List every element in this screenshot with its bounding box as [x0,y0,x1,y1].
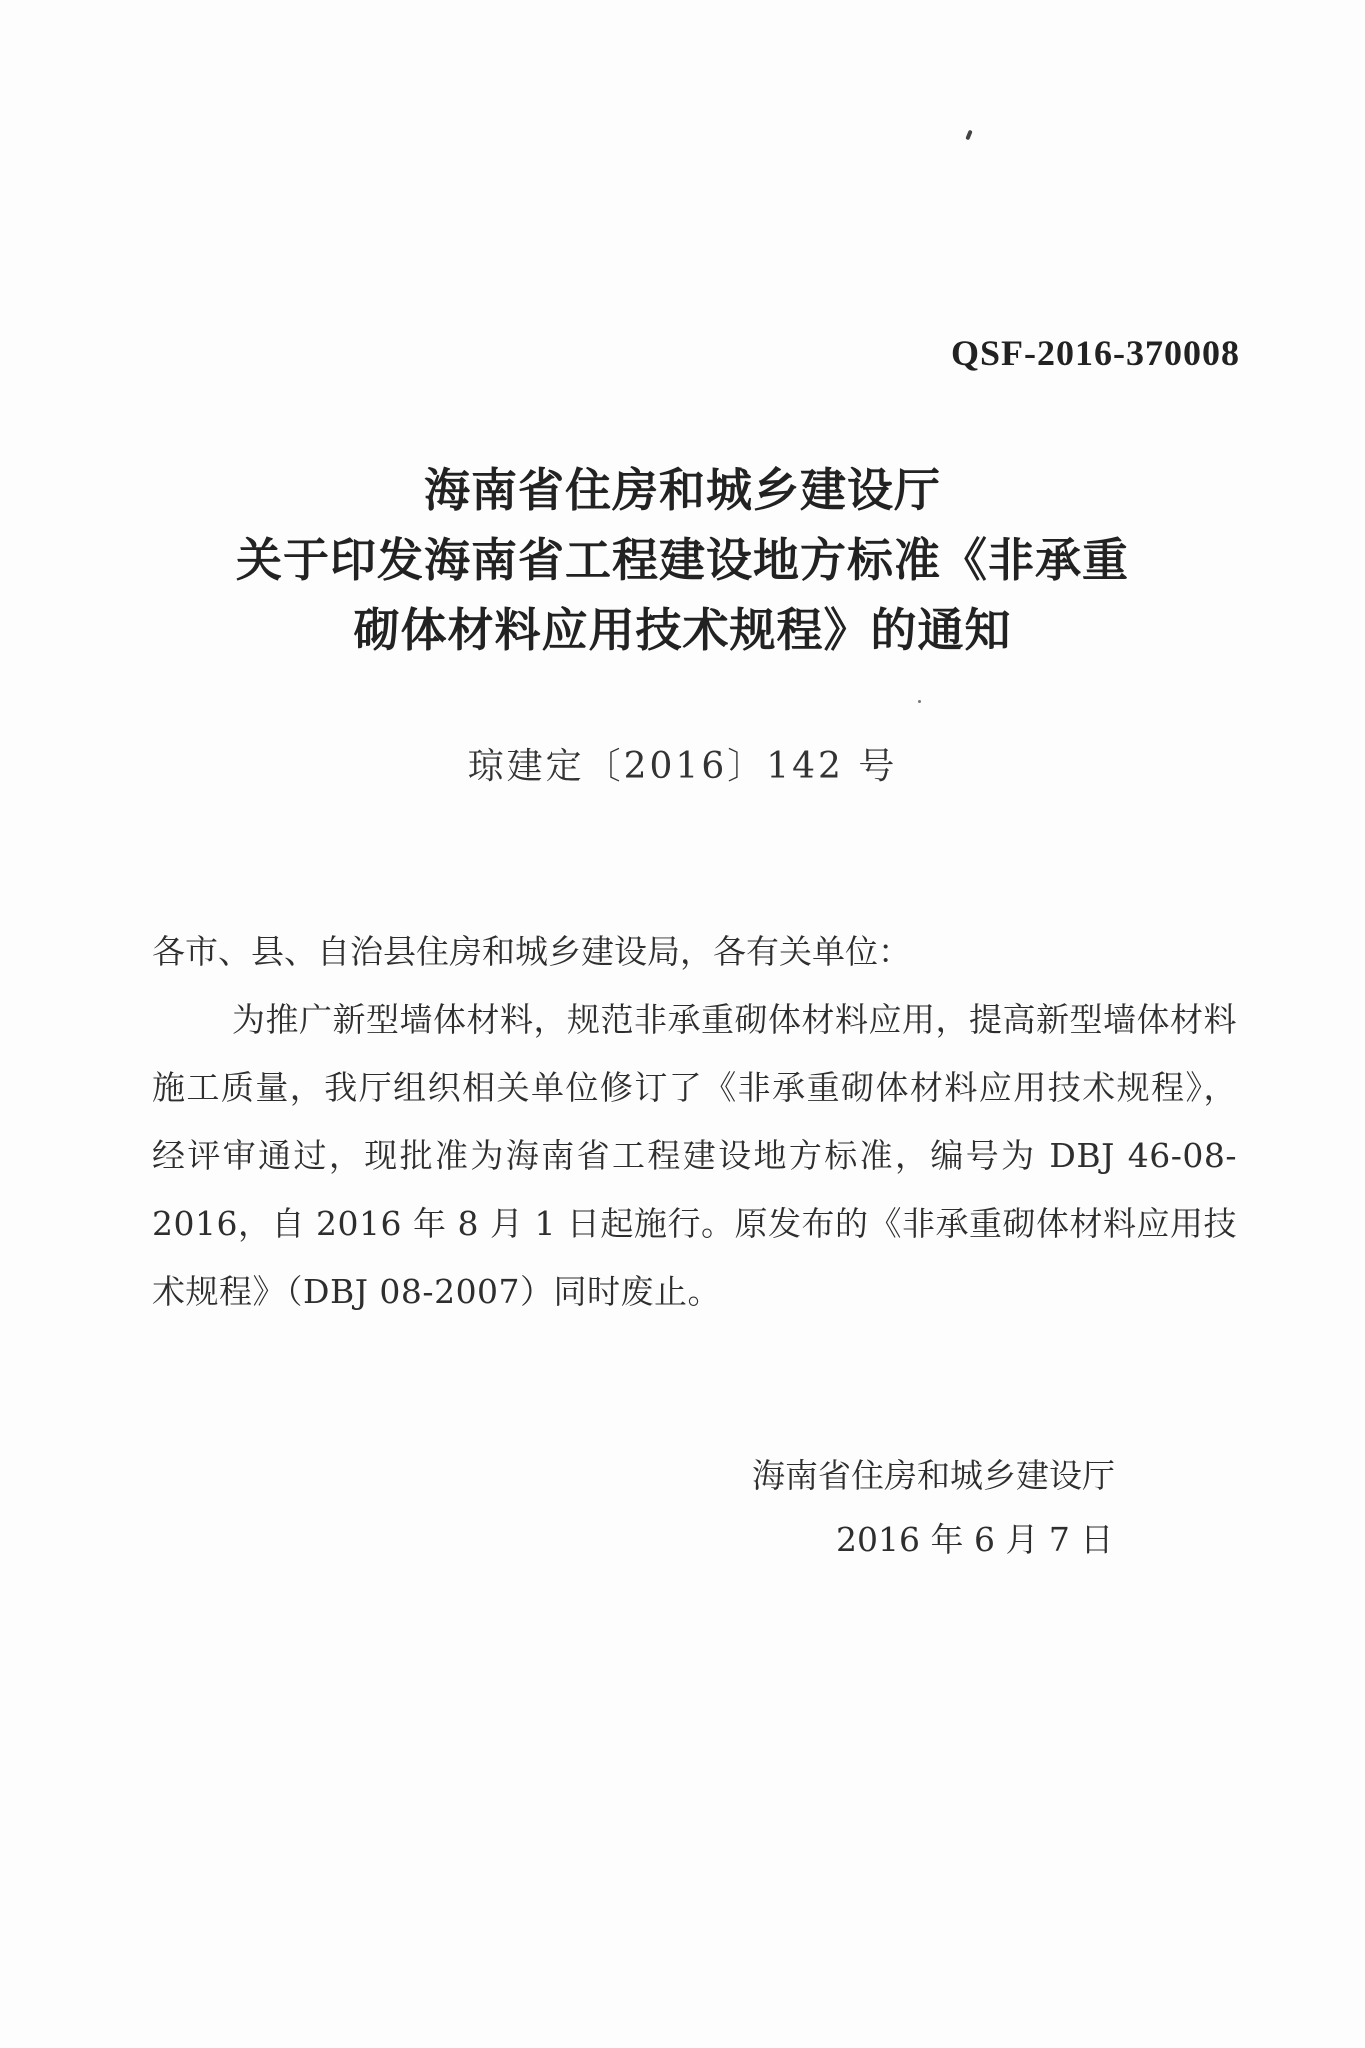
scan-speck [965,130,972,141]
signature-date: 2016 年 6 月 7 日 [836,1520,1114,1559]
addressee: 各市、县、自治县住房和城乡建设局，各有关单位： [152,932,911,971]
document-title [0,455,1365,665]
document-code: QSF-2016-370008 [951,333,1240,373]
signature-block [752,1444,1192,1572]
signature-organization: 海南省住房和城乡建设厅 [752,1456,1115,1495]
body-paragraph: 为推广新型墙体材料，规范非承重砌体材料应用，提高新型墙体材料施工质量，我厅组织相关单位修订了《非承重砌体材料应用技术规程》，经评审通过，现批准为海南省工程建设地方标准，编号为 DBJ 46-08-2016，自 2016 年 8 月 1 日起施行。原发布的《非承重砌体材料应用技术规程》（DBJ 08-2007）同时废止。 [152,1000,1237,1311]
title-line: 海南省住房和城乡建设厅 [424,463,941,517]
scan-speck [918,700,921,703]
title-line: 砌体材料应用技术规程》的通知 [353,603,1012,657]
document-number: 琼建定〔2016〕142 号 [467,746,898,787]
title-line: 关于印发海南省工程建设地方标准《非承重 [236,533,1129,587]
document-body [152,918,1237,1326]
